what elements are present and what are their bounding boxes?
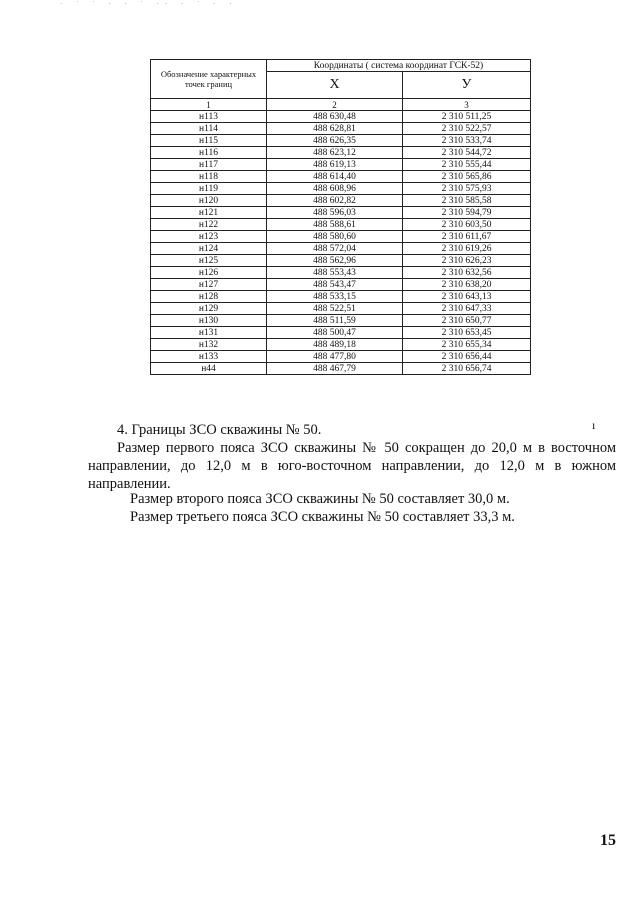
- cell-point: н129: [151, 303, 267, 315]
- paragraph-first-zone: Размер первого пояса ЗСО скважины № 50 сокращен до 20,0 м в восточном направлении, до 12,0 м в юго-восточном направлении, до 12,0 м в южном направлении.: [88, 440, 616, 492]
- cell-x: 488 626,35: [267, 135, 403, 147]
- table-row: [151, 231, 531, 243]
- cell-y: 2 310 533,74: [403, 135, 531, 147]
- cell-y: 2 310 656,44: [403, 351, 531, 363]
- scan-artifact: · ˙ ˙ · · ˙ ·· · ˙ · ·: [60, 0, 238, 8]
- header-designation: Обозначение характерных точек границ: [151, 60, 267, 99]
- table-row: [151, 135, 531, 147]
- cell-x: 488 596,03: [267, 207, 403, 219]
- cell-point: н122: [151, 219, 267, 231]
- cell-y: 2 310 626,23: [403, 255, 531, 267]
- cell-y: 2 310 511,25: [403, 111, 531, 123]
- table-body: [151, 111, 531, 375]
- table-row: [151, 303, 531, 315]
- cell-x: 488 562,96: [267, 255, 403, 267]
- cell-y: 2 310 544,72: [403, 147, 531, 159]
- margin-mark: ı: [592, 418, 596, 432]
- cell-point: н132: [151, 339, 267, 351]
- cell-x: 488 553,43: [267, 267, 403, 279]
- cell-x: 488 572,04: [267, 243, 403, 255]
- cell-y: 2 310 653,45: [403, 327, 531, 339]
- paragraph-third-zone: Размер третьего пояса ЗСО скважины № 50 составляет 33,3 м.: [130, 509, 515, 525]
- table-row: [151, 327, 531, 339]
- cell-x: 488 588,61: [267, 219, 403, 231]
- cell-x: 488 602,82: [267, 195, 403, 207]
- header-col-number-2: 2: [267, 99, 403, 111]
- cell-x: 488 580,60: [267, 231, 403, 243]
- cell-x: 488 543,47: [267, 279, 403, 291]
- cell-point: н126: [151, 267, 267, 279]
- cell-x: 488 522,51: [267, 303, 403, 315]
- cell-y: 2 310 647,33: [403, 303, 531, 315]
- cell-y: 2 310 594,79: [403, 207, 531, 219]
- cell-y: 2 310 603,50: [403, 219, 531, 231]
- cell-y: 2 310 619,26: [403, 243, 531, 255]
- table-row: [151, 315, 531, 327]
- cell-x: 488 628,81: [267, 123, 403, 135]
- header-col-number-3: 3: [403, 99, 531, 111]
- cell-y: 2 310 632,56: [403, 267, 531, 279]
- cell-y: 2 310 655,34: [403, 339, 531, 351]
- header-y: У: [403, 72, 531, 99]
- section-heading: 4. Границы ЗСО скважины № 50.: [117, 422, 322, 438]
- paragraph-second-zone: Размер второго пояса ЗСО скважины № 50 составляет 30,0 м.: [130, 491, 510, 507]
- cell-y: 2 310 650,77: [403, 315, 531, 327]
- cell-y: 2 310 656,74: [403, 363, 531, 375]
- cell-point: н115: [151, 135, 267, 147]
- table-row: [151, 207, 531, 219]
- cell-point: н133: [151, 351, 267, 363]
- header-col-number-1: 1: [151, 99, 267, 111]
- cell-point: н117: [151, 159, 267, 171]
- cell-x: 488 489,18: [267, 339, 403, 351]
- cell-point: н123: [151, 231, 267, 243]
- cell-point: н130: [151, 315, 267, 327]
- cell-x: 488 500,47: [267, 327, 403, 339]
- table-row: [151, 351, 531, 363]
- cell-point: н127: [151, 279, 267, 291]
- table-row: [151, 219, 531, 231]
- cell-point: н120: [151, 195, 267, 207]
- cell-x: 488 630,48: [267, 111, 403, 123]
- cell-point: н118: [151, 171, 267, 183]
- table-row: [151, 171, 531, 183]
- table-row: [151, 123, 531, 135]
- table-row: [151, 243, 531, 255]
- cell-x: 488 623,12: [267, 147, 403, 159]
- cell-point: н131: [151, 327, 267, 339]
- cell-point: н113: [151, 111, 267, 123]
- cell-x: 488 511,59: [267, 315, 403, 327]
- cell-y: 2 310 522,57: [403, 123, 531, 135]
- cell-point: н116: [151, 147, 267, 159]
- cell-y: 2 310 611,67: [403, 231, 531, 243]
- table-row: [151, 267, 531, 279]
- cell-x: 488 477,80: [267, 351, 403, 363]
- table-row: [151, 339, 531, 351]
- cell-x: 488 608,96: [267, 183, 403, 195]
- cell-point: н44: [151, 363, 267, 375]
- table-row: [151, 363, 531, 375]
- coordinates-table: [150, 59, 531, 375]
- cell-x: 488 533,15: [267, 291, 403, 303]
- cell-y: 2 310 555,44: [403, 159, 531, 171]
- cell-point: н114: [151, 123, 267, 135]
- cell-y: 2 310 638,20: [403, 279, 531, 291]
- cell-point: н128: [151, 291, 267, 303]
- table-row: [151, 159, 531, 171]
- table-row: [151, 195, 531, 207]
- cell-y: 2 310 565,86: [403, 171, 531, 183]
- cell-point: н119: [151, 183, 267, 195]
- cell-point: н121: [151, 207, 267, 219]
- cell-x: 488 614,40: [267, 171, 403, 183]
- table-row: [151, 183, 531, 195]
- page-number: 15: [600, 832, 616, 849]
- cell-y: 2 310 585,58: [403, 195, 531, 207]
- header-coordinates: Координаты ( система координат ГСК-52): [267, 60, 531, 72]
- table-row: [151, 291, 531, 303]
- cell-x: 488 619,13: [267, 159, 403, 171]
- table-row: [151, 147, 531, 159]
- cell-y: 2 310 643,13: [403, 291, 531, 303]
- table-row: [151, 255, 531, 267]
- header-x: X: [267, 72, 403, 99]
- table-row: [151, 111, 531, 123]
- cell-y: 2 310 575,93: [403, 183, 531, 195]
- cell-point: н125: [151, 255, 267, 267]
- cell-point: н124: [151, 243, 267, 255]
- cell-x: 488 467,79: [267, 363, 403, 375]
- table-row: [151, 279, 531, 291]
